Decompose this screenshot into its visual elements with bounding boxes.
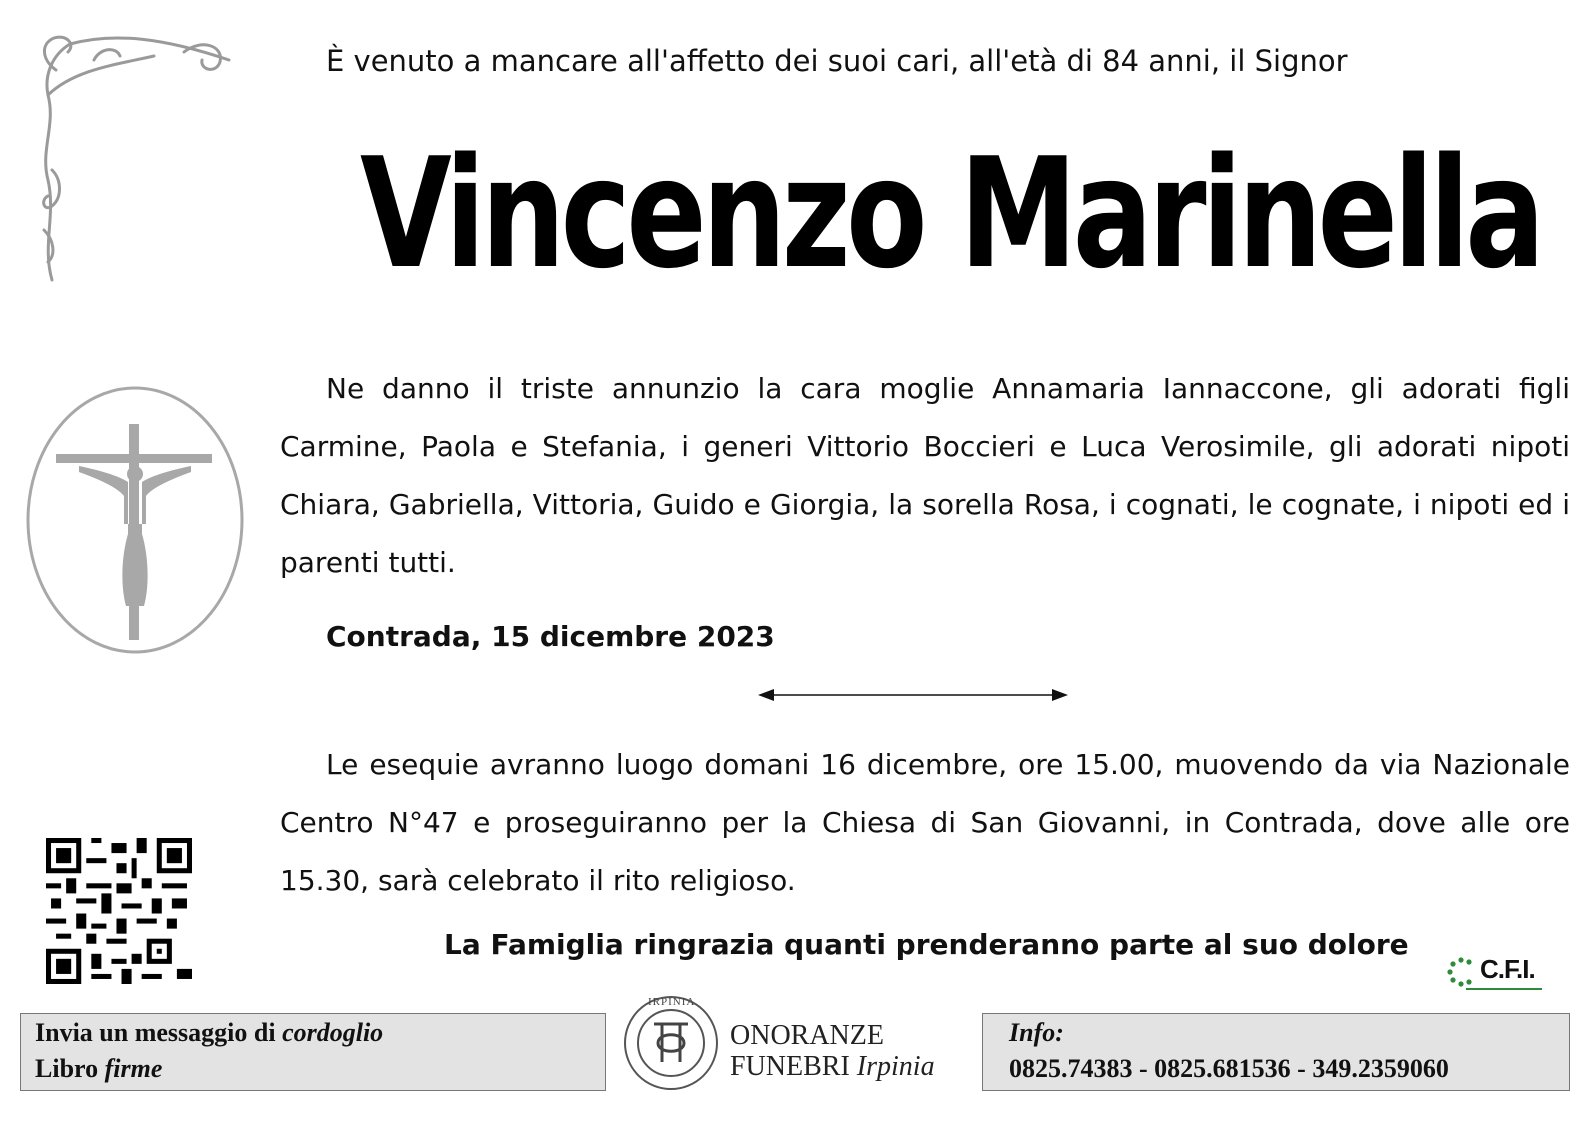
cfi-logo (1444, 952, 1544, 996)
qr-code[interactable] (46, 838, 192, 984)
crucifix-icon (24, 384, 246, 656)
deceased-name: Vincenzo Marinella (360, 125, 1541, 302)
phone-numbers[interactable]: 0825.74383 - 0825.681536 - 349.2359060 (1009, 1054, 1449, 1083)
agency-seal-label: IRPINIA (648, 996, 696, 1008)
corner-ornament (34, 30, 244, 285)
condolence-prefix: Invia un messaggio di (35, 1018, 283, 1047)
cfi-logo-underline (1466, 988, 1542, 990)
condolence-link[interactable] (35, 1018, 383, 1048)
info-box (982, 1013, 1570, 1091)
announcement-paragraph: Ne danno il triste annunzio la cara moglie Annamaria Iannaccone, gli adorati figli Carmine, Paola e Stefania, i generi Vittorio Boccieri e Luca Verosimile, gli adorati nipoti Chiara, Gabriella, Vittoria, Guido e Giorgia, la sorella Rosa, i cognati, le cognate, i nipoti ed i parenti tutti. (280, 372, 1570, 579)
condolence-emphasis: cordoglio (282, 1018, 384, 1047)
intro-text: È venuto a mancare all'affetto dei suoi cari, all'età di 84 anni, il Signor (326, 44, 1348, 78)
place-date: Contrada, 15 dicembre 2023 (326, 620, 775, 653)
thanks-text: La Famiglia ringrazia quanti prenderanno parte al suo dolore (444, 928, 1409, 961)
agency-line1: ONORANZE (730, 1020, 884, 1051)
agency-emphasis: Irpinia (856, 1051, 935, 1082)
info-label: Info: (1009, 1018, 1064, 1047)
funeral-paragraph: Le esequie avranno luogo domani 16 dicembre, ore 15.00, muovendo da via Nazionale Centro N°47 e proseguiranno per la Chiesa di San Giovanni, in Contrada, dove alle ore 15.30, sarà celebrato il rito religioso. (280, 748, 1570, 897)
cfi-logo-text: C.F.I. (1480, 954, 1535, 984)
agency-name (730, 1020, 935, 1082)
agency-line2: FUNEBRI (730, 1051, 850, 1082)
guestbook-prefix: Libro (35, 1054, 105, 1083)
divider-arrow-icon (758, 686, 1068, 704)
condolence-box[interactable] (20, 1013, 606, 1091)
guestbook-link[interactable] (35, 1054, 162, 1084)
guestbook-emphasis: firme (104, 1054, 163, 1083)
agency-seal-icon (622, 994, 720, 1092)
cfi-dots-icon (1444, 956, 1482, 988)
agency-line2-wrap (730, 1051, 935, 1082)
